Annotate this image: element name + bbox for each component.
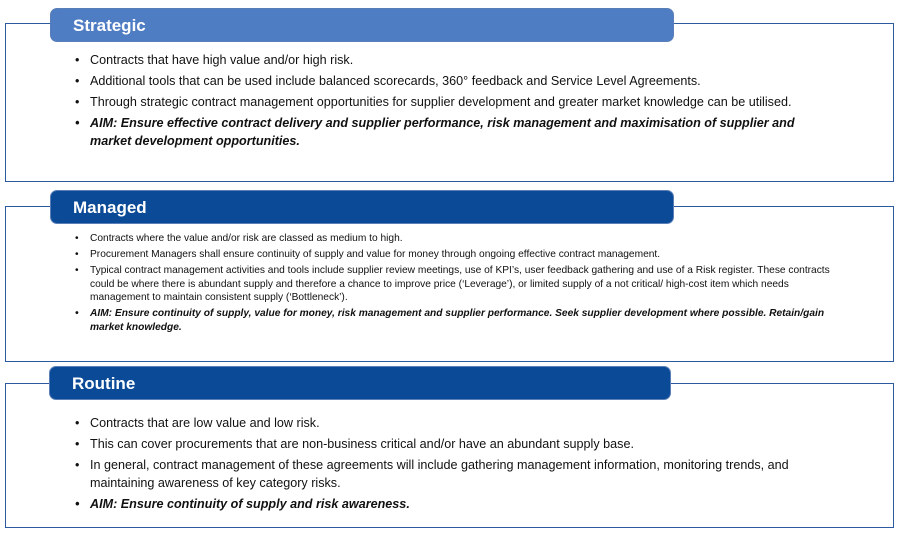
- list-item: • Through strategic contract management opportunities for supplier development and greater market knowledge can be utilised.: [75, 93, 825, 111]
- list-item: • Contracts where the value and/or risk are classed as medium to high.: [75, 232, 845, 246]
- routine-header: Routine: [49, 366, 671, 400]
- strategic-aim: • AIM: Ensure effective contract delivery and supplier performance, risk management and maximisation of supplier and market development opportunities.: [75, 114, 825, 150]
- list-item: • Typical contract management activities and tools include supplier review meetings, use of KPI’s, user feedback gathering and use of a Risk register. These contracts could be where there is abundant supply and therefore a chance to improve price (‘Leverage’), or limited supply of a not critical/ high-cost item which needs management to maintain consistent supply (‘Bottleneck’).: [75, 264, 845, 305]
- routine-aim: • AIM: Ensure continuity of supply and risk awareness.: [75, 495, 795, 513]
- list-item: • Contracts that are low value and low risk.: [75, 414, 795, 432]
- strategic-bullet-list: [75, 51, 825, 153]
- list-item: • This can cover procurements that are non-business critical and/or have an abundant supply base.: [75, 435, 795, 453]
- routine-bullet-list: [75, 414, 795, 516]
- list-item: • In general, contract management of these agreements will include gathering management information, monitoring trends, and maintaining awareness of key category risks.: [75, 456, 795, 492]
- list-item: • Procurement Managers shall ensure continuity of supply and value for money through ongoing effective contract management.: [75, 248, 845, 262]
- list-item: • Additional tools that can be used include balanced scorecards, 360° feedback and Service Level Agreements.: [75, 72, 825, 90]
- strategic-header: Strategic: [50, 8, 674, 42]
- managed-header: Managed: [50, 190, 674, 224]
- list-item: • Contracts that have high value and/or high risk.: [75, 51, 825, 69]
- managed-bullet-list: [75, 232, 845, 337]
- managed-aim: • AIM: Ensure continuity of supply, value for money, risk management and supplier performance. Seek supplier development where possible. Retain/gain market knowledge.: [75, 307, 845, 334]
